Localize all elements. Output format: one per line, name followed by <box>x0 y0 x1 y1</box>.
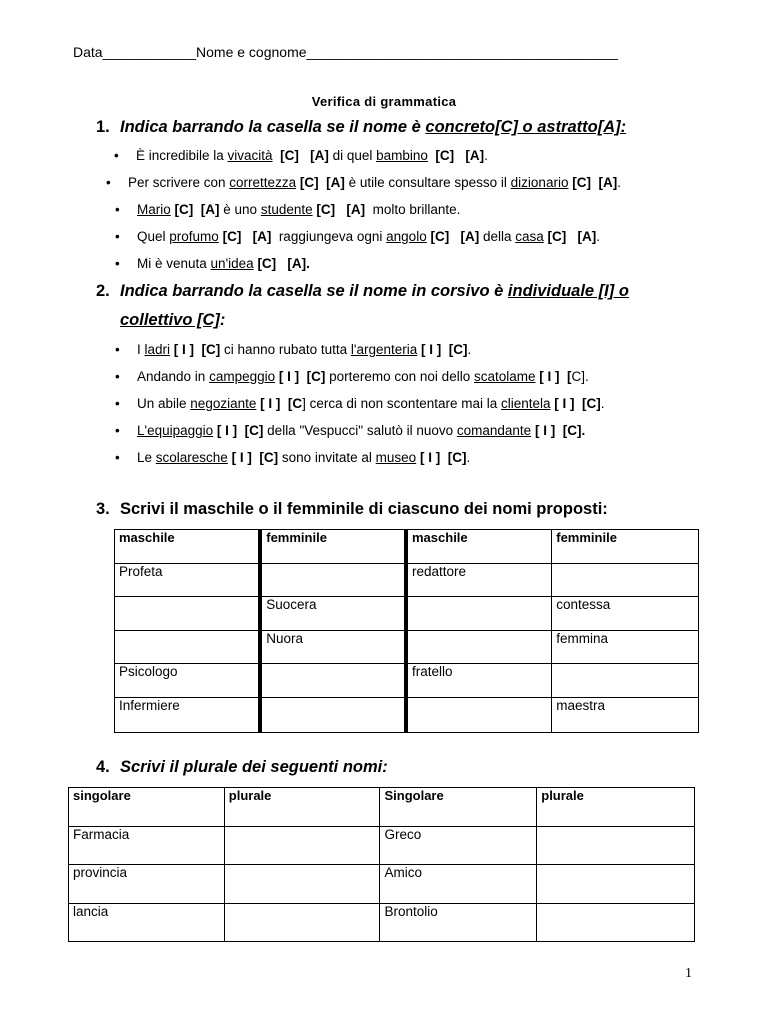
item-text: È incredibile la <box>136 148 228 163</box>
exercise-item <box>106 175 621 190</box>
bullet-icon: • <box>106 175 111 190</box>
table-cell: Amico <box>380 865 537 904</box>
table-cell: fratello <box>406 664 552 698</box>
question-text: Indica barrando la casella se il nome è <box>120 118 426 136</box>
table-cell: redattore <box>406 564 552 597</box>
checkbox-choices[interactable]: [ I ] [C] <box>421 342 468 357</box>
bullet-icon: • <box>114 148 119 163</box>
item-text: Mi è venuta <box>137 256 211 271</box>
item-text: . <box>484 148 488 163</box>
bullet-icon: • <box>115 423 120 438</box>
checkbox-choices[interactable]: [ I ] [C] <box>173 342 221 357</box>
table-cell: femmina <box>552 631 699 664</box>
exercise-item <box>115 450 470 465</box>
target-noun: scatolame <box>473 369 536 384</box>
item-text: ] cerca di non scontentare mai la <box>302 396 501 411</box>
checkbox-choices[interactable]: [ I ] [C] <box>231 450 279 465</box>
question-text: : <box>219 311 226 329</box>
item-text: molto brillante. <box>365 202 461 217</box>
bullet-icon: • <box>115 342 120 357</box>
item-text: . <box>596 229 601 244</box>
bullet-icon: • <box>115 256 120 271</box>
target-noun: negoziante <box>190 396 257 411</box>
item-text: Per scrivere con <box>128 175 230 190</box>
checkbox-choices[interactable]: [C] [A] <box>174 202 220 217</box>
answer-cell[interactable] <box>406 698 552 733</box>
answer-cell[interactable] <box>224 865 380 904</box>
item-text: Quel <box>137 229 170 244</box>
answer-cell[interactable] <box>406 597 552 631</box>
table-cell: Brontolio <box>380 904 537 942</box>
checkbox-choices[interactable]: [ I ] [C] <box>216 423 264 438</box>
item-text: Le <box>137 450 156 465</box>
plural-table <box>68 787 695 942</box>
checkbox-choices[interactable]: [C] [A] <box>547 229 597 244</box>
target-noun: l'argenteria <box>350 342 418 357</box>
table-row <box>69 904 695 942</box>
target-noun: comandante <box>456 423 532 438</box>
table-cell: Psicologo <box>115 664 261 698</box>
table-cell: Greco <box>380 827 537 865</box>
checkbox-choices[interactable]: [ I ] [C] <box>419 450 467 465</box>
exercise-item <box>115 369 589 384</box>
target-noun: profumo <box>169 229 219 244</box>
column-header: femminile <box>552 530 699 564</box>
question-4-heading <box>96 758 388 777</box>
question-3-heading <box>96 500 608 519</box>
target-noun: un'idea <box>210 256 254 271</box>
checkbox-choices[interactable]: [ I ] [ <box>539 369 572 384</box>
bullet-icon: • <box>115 450 120 465</box>
table-cell: maestra <box>552 698 699 733</box>
question-text: Indica barrando la casella se il nome in corsivo è <box>120 282 508 300</box>
checkbox-choices[interactable]: [C] [A]. <box>257 256 310 271</box>
bullet-icon: • <box>115 369 120 384</box>
checkbox-choices[interactable]: [C] [A] <box>299 175 345 190</box>
table-cell: Profeta <box>115 564 261 597</box>
answer-cell[interactable] <box>260 564 406 597</box>
table-cell: lancia <box>69 904 225 942</box>
page-number: 1 <box>685 966 692 981</box>
question-text-underlined: individuale [I] o <box>507 282 629 300</box>
table-header-row <box>115 530 699 564</box>
answer-cell[interactable] <box>260 698 406 733</box>
answer-cell[interactable] <box>115 631 261 664</box>
target-noun: correttezza <box>229 175 297 190</box>
answer-cell[interactable] <box>552 664 699 698</box>
target-noun: studente <box>260 202 313 217</box>
item-text: è uno <box>219 202 261 217</box>
target-noun: museo <box>375 450 417 465</box>
table-cell: Farmacia <box>69 827 225 865</box>
column-header: plurale <box>537 788 695 827</box>
exercise-item <box>115 423 585 438</box>
question-number: 4. <box>96 758 110 776</box>
table-cell: provincia <box>69 865 225 904</box>
target-noun: vivacità <box>227 148 273 163</box>
question-number: 2. <box>96 282 110 300</box>
exercise-item <box>115 396 605 411</box>
answer-cell[interactable] <box>224 827 380 865</box>
item-text: della <box>479 229 516 244</box>
item-text: Un abile <box>137 396 191 411</box>
checkbox-choices[interactable]: [ I ] [C]. <box>534 423 586 438</box>
table-row <box>115 698 699 733</box>
question-text: Scrivi il maschile o il femminile di ciascuno dei nomi proposti: <box>120 500 608 518</box>
page-title: Verifica di grammatica <box>311 94 457 109</box>
item-text: sono invitate al <box>278 450 376 465</box>
question-2-heading-line1 <box>96 282 629 301</box>
bullet-icon: • <box>115 229 120 244</box>
table-row <box>115 564 699 597</box>
item-text: porteremo con noi dello <box>325 369 474 384</box>
exercise-item <box>115 256 310 271</box>
item-text: . <box>600 396 605 411</box>
gender-table <box>114 529 699 733</box>
target-noun: ladri <box>144 342 171 357</box>
question-2-heading-line2 <box>120 311 225 330</box>
checkbox-choices[interactable]: [C] [A] <box>435 148 485 163</box>
question-text-underlined: collettivo [C] <box>120 311 220 329</box>
checkbox-choices[interactable]: [C] [A] <box>430 229 480 244</box>
question-text-underlined: concreto[C] o astratto[A]: <box>425 118 627 136</box>
target-noun: angolo <box>386 229 427 244</box>
table-row <box>115 631 699 664</box>
bullet-icon: • <box>115 396 120 411</box>
data-field[interactable]: Data____________ <box>73 44 197 60</box>
nome-cognome-field[interactable]: Nome e cognome________________________________________ <box>196 44 618 60</box>
target-noun: casa <box>515 229 544 244</box>
target-noun: Mario <box>137 202 171 217</box>
answer-cell[interactable] <box>537 827 695 865</box>
column-header: maschile <box>406 530 552 564</box>
checkbox-choices[interactable]: [ I ] [C <box>260 396 303 411</box>
item-text: I <box>137 342 145 357</box>
target-noun: bambino <box>376 148 428 163</box>
exercise-item <box>115 202 460 217</box>
target-noun: clientela <box>500 396 551 411</box>
table-cell: Infermiere <box>115 698 261 733</box>
checkbox-choices[interactable]: [C] [A] <box>280 148 329 163</box>
question-number: 1. <box>96 118 110 136</box>
item-text: è utile consultare spesso il <box>344 175 511 190</box>
table-cell: contessa <box>552 597 699 631</box>
exercise-item <box>114 148 488 163</box>
exercise-item <box>115 229 600 244</box>
table-row <box>69 827 695 865</box>
question-number: 3. <box>96 500 110 518</box>
table-row <box>115 597 699 631</box>
column-header: singolare <box>69 788 225 827</box>
answer-cell[interactable] <box>115 597 261 631</box>
header-fields <box>73 44 618 60</box>
question-1-heading <box>96 118 626 137</box>
item-text: raggiungeva ogni <box>271 229 387 244</box>
column-header: maschile <box>115 530 261 564</box>
item-text: di quel <box>328 148 377 163</box>
table-cell: Nuora <box>260 631 406 664</box>
target-noun: dizionario <box>510 175 569 190</box>
table-row <box>115 664 699 698</box>
answer-cell[interactable] <box>552 564 699 597</box>
answer-cell[interactable] <box>260 664 406 698</box>
item-text: . <box>467 342 472 357</box>
checkbox-choices[interactable]: [C] [A] <box>222 229 272 244</box>
checkbox-choices[interactable]: [C] [A] <box>572 175 618 190</box>
checkbox-choices[interactable]: [ I ] [C] <box>554 396 601 411</box>
answer-cell[interactable] <box>537 865 695 904</box>
target-noun: campeggio <box>209 369 276 384</box>
checkbox-choices[interactable]: [C] [A] <box>316 202 366 217</box>
item-text: della "Vespucci" salutò il nuovo <box>263 423 457 438</box>
item-text: ci hanno rubato tutta <box>220 342 351 357</box>
column-header: plurale <box>224 788 380 827</box>
table-header-row <box>69 788 695 827</box>
answer-cell[interactable] <box>537 904 695 942</box>
question-text: Scrivi il plurale dei seguenti nomi: <box>120 758 388 776</box>
target-noun: scolaresche <box>155 450 228 465</box>
item-text: . <box>617 175 621 190</box>
answer-cell[interactable] <box>406 631 552 664</box>
item-text: C]. <box>571 369 589 384</box>
table-cell: Suocera <box>260 597 406 631</box>
item-text <box>273 148 281 163</box>
target-noun: L'equipaggio <box>137 423 214 438</box>
item-text: . <box>466 450 471 465</box>
item-text: Andando in <box>137 369 210 384</box>
column-header: femminile <box>260 530 406 564</box>
column-header: Singolare <box>380 788 537 827</box>
exercise-item <box>115 342 471 357</box>
checkbox-choices[interactable]: [ I ] [C] <box>278 369 326 384</box>
table-row <box>69 865 695 904</box>
bullet-icon: • <box>115 202 120 217</box>
answer-cell[interactable] <box>224 904 380 942</box>
